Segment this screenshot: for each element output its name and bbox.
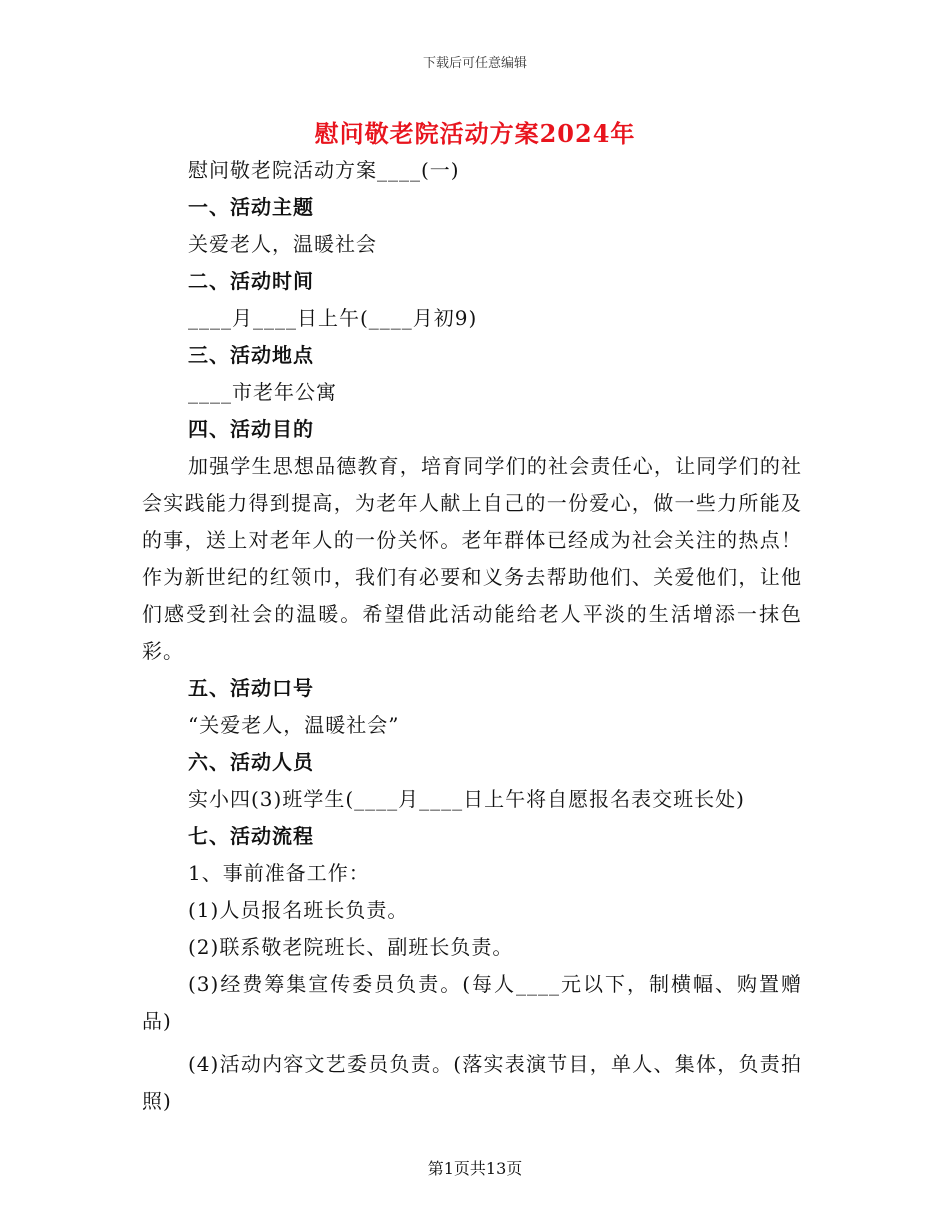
place-text: ____市老年公寓: [188, 380, 337, 404]
time-text: ____月____日上午(____月初9): [188, 306, 478, 330]
page-header: 下载后可任意编辑: [422, 56, 527, 71]
process-item-1: (1)人员报名班长负责。: [188, 898, 409, 922]
slogan-heading: 五、活动口号: [188, 676, 314, 700]
people-text: 实小四(3)班学生(____月____日上午将自愿报名表交班长处): [188, 787, 745, 811]
slogan-text: “关爱老人，温暖社会”: [188, 713, 400, 737]
document-body: [142, 152, 802, 1120]
subtitle: 慰问敬老院活动方案____(一): [188, 158, 460, 182]
process-heading: 七、活动流程: [188, 824, 314, 848]
document-title: 慰问敬老院活动方案2024年: [314, 119, 636, 148]
place-heading: 三、活动地点: [188, 343, 314, 367]
process-item-3: (3)经费筹集宣传委员负责。(每人____元以下，制横幅、购置赠品): [142, 972, 802, 1033]
process-item-4: (4)活动内容文艺委员负责。(落实表演节目，单人、集体，负责拍照): [142, 1052, 802, 1113]
time-heading: 二、活动时间: [188, 269, 314, 293]
process-item-2: (2)联系敬老院班长、副班长负责。: [188, 935, 514, 959]
purpose-paragraph: 加强学生思想品德教育，培育同学们的社会责任心，让同学们的社会实践能力得到提高，为老年人献上自己的一份爱心，做一些力所能及的事，送上对老年人的一份关怀。老年群体已经成为社会关注的热点！作为新世纪的红领巾，我们有必要和义务去帮助他们、关爱他们，让他们感受到社会的温暖。希望借此活动能给老人平淡的生活增添一抹色彩。: [142, 454, 802, 663]
theme-heading: 一、活动主题: [188, 195, 314, 219]
people-heading: 六、活动人员: [188, 750, 314, 774]
page-footer: 第1页共13页: [427, 1159, 523, 1178]
purpose-heading: 四、活动目的: [188, 417, 314, 441]
process-step-1: 1、事前准备工作：: [188, 861, 370, 885]
theme-text: 关爱老人，温暖社会: [188, 232, 377, 256]
